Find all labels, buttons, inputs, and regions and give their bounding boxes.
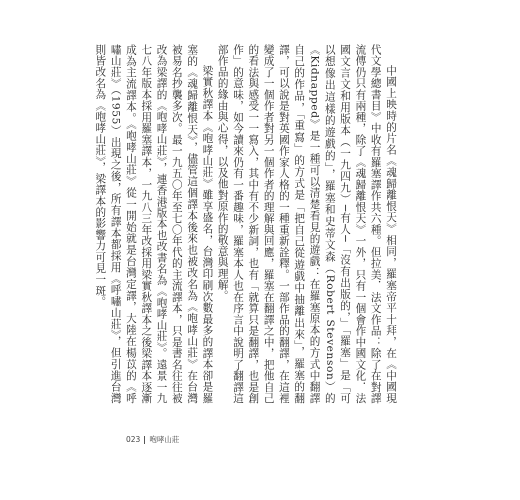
paragraph: 梁實秋譯本《咆哮山莊》雖享盛名，台灣印刷次數最多的譯本卻是羅塞的《魂歸離恨天》，儘管這個譯本後來也被改名為《咆哮山莊》在台灣被易名抄襲多次。最一九五〇年至七〇年代的主流譯本，只是書名往往被改為梁譯的《咆哮山莊》，連香港版本也改書名為《咆哮山莊》。遠景一九七八年版本採用羅塞譯本，一九八三年改採用梁實秋譯本之後梁譯本逐漸成為主流譯本。《咆哮山莊》從一開始就是台灣定譯，大陸在楊苡的《呼嘯山莊》（1955）出現之後，所有譯本都採用《呼嘯山莊》，但引進台灣則皆改名為《咆哮山莊》，梁譯本的影響力可見一斑。	[94, 44, 214, 404]
body-text	[94, 44, 398, 404]
page-footer	[126, 434, 179, 445]
running-title: 咆哮山莊	[149, 435, 180, 444]
footer-divider	[144, 436, 145, 444]
paragraph: 中國上映時的片名《魂歸離恨天》相同，羅塞帝平十拜，在《中國現代文學總書目》中收有羅塞譯作共六種。但拉美．法文作品：除了在對譯流傳仍只有兩種，除了《魂歸離恨天》一外，只有一個會作中國文化．法國文言文和用版本（一九四九）─有人─「沒有出版的，」「羅塞」是「可以想像出這樣的遊戲的」，羅塞和史蒂文森（Robert Stevenson）的《Kidnapped》是一種可以清楚看見的遊戲：在羅塞原本的方式中翻譯自己的作品，「重寫」的方式是「把自己從遊戲中抽離出來」，羅塞的翻譯，可以說是對英國作家人格的一種重新詮釋。一部作品的翻譯，在這裡變成了一個作者對另一個作者的理解與回應，羅塞在翻譯之中，把他自己的看法與感受一一寫入，其中有不少新詞，也有「就算只是翻譯，也是創作」的意味，如今讀來仍有一番趣味，羅塞本人也在序言中說明了翻譯這部作品的緣由與心得，以及他對原作的敬意與理解。	[216, 44, 397, 404]
page-number: 023	[126, 435, 141, 444]
